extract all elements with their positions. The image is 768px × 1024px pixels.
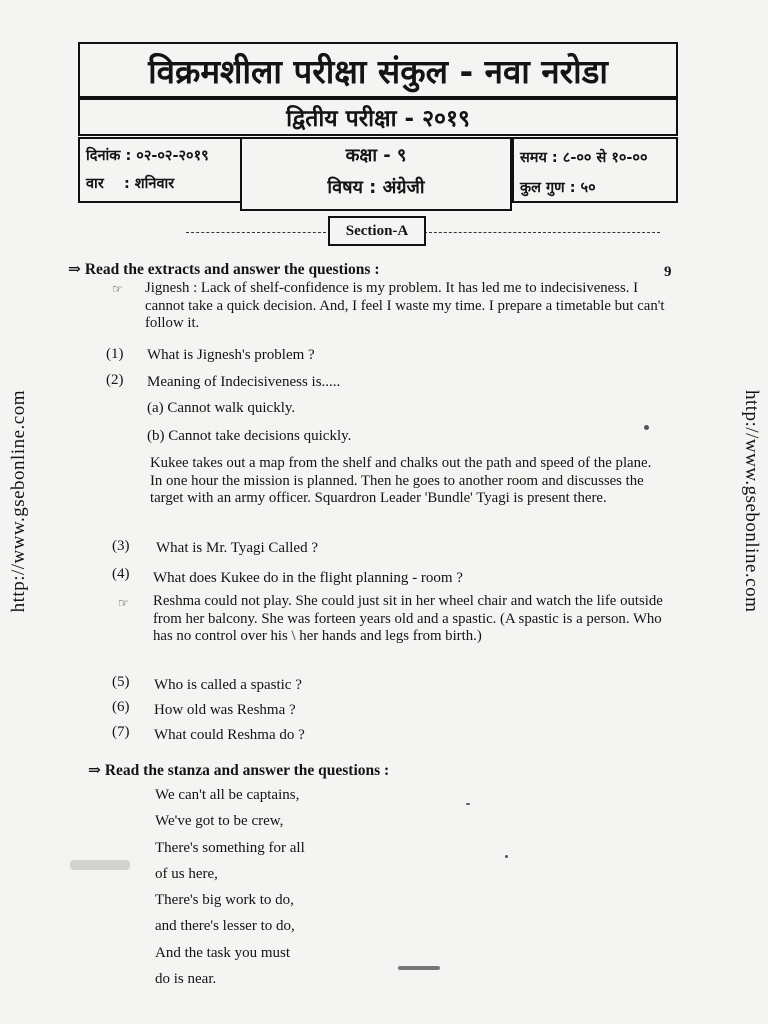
q1-marks: 9	[664, 264, 672, 280]
scan-smudge	[70, 860, 130, 870]
question-3: What is Mr. Tyagi Called ?	[156, 540, 318, 556]
side-url-left: http://www.gsebonline.com	[8, 390, 29, 613]
exam-date: दिनांक : ०२-०२-२०१९	[86, 148, 209, 164]
pointing-hand-icon: ☞	[112, 282, 123, 296]
q-number: (5)	[112, 674, 130, 690]
q-number: (4)	[112, 566, 130, 582]
subject-label: विषय : अंग्रेजी	[327, 177, 425, 198]
question-5: Who is called a spastic ?	[154, 677, 302, 693]
extract-jignesh: Jignesh : Lack of shelf-confidence is my problem. It has led me to indecisiveness. I cannot take a quick decision. And, I feel I waste my time. I prepare a timetable but can't follow it.	[145, 280, 665, 331]
option-b: (b) Cannot take decisions quickly.	[147, 428, 352, 444]
question-2: Meaning of Indecisiveness is.....	[147, 374, 341, 390]
side-url-right: http://www.gsebonline.com	[741, 390, 762, 613]
exam-title: द्वितीय परीक्षा - २०१९	[286, 106, 470, 132]
stanza-line: We can't all be captains,	[155, 787, 300, 803]
extract-kukee: Kukee takes out a map from the shelf and chalks out the path and speed of the plane. In one hour the mission is planned. Then he goes to another room and discusses the target with an army officer. Squardron Leader 'Bundle' Tyagi is present there.	[150, 455, 652, 506]
exam-time: समय : ८-०० से १०-००	[520, 150, 648, 166]
q-number: (6)	[112, 699, 130, 715]
exam-title-box	[78, 98, 678, 136]
pointing-hand-icon: ☞	[118, 596, 129, 610]
stanza-line: and there's lesser to do,	[155, 918, 295, 935]
extract-reshma: Reshma could not play. She could just sit in her wheel chair and watch the life outside from her balcony. She was forteen years old and a spastic. (A spastic is a person. Who has no control over his \ her hands and legs from birth.)	[153, 593, 663, 644]
option-a: (a) Cannot walk quickly.	[147, 400, 296, 416]
poem-stanza	[155, 782, 305, 992]
q-number: (3)	[112, 538, 130, 554]
q-number: (2)	[106, 372, 124, 388]
q-number: (1)	[106, 346, 124, 362]
school-title-box	[78, 42, 678, 98]
divider-right	[424, 232, 660, 233]
section-label: Section-A	[328, 216, 426, 246]
class-subject-box	[240, 137, 512, 211]
question-4: What does Kukee do in the flight planning - room ?	[153, 570, 463, 586]
scan-speck	[466, 803, 470, 805]
stanza-line: do is near.	[155, 971, 217, 988]
school-title: विक्रमशीला परीक्षा संकुल - नवा नरोडा	[148, 52, 608, 91]
stanza-line: of us here,	[155, 865, 218, 882]
scan-smudge	[398, 966, 440, 970]
scan-speck	[644, 425, 649, 430]
time-marks-box	[512, 137, 678, 203]
divider-left	[186, 232, 326, 233]
stanza-line: And the task you must	[155, 944, 290, 961]
stanza-line: There's big work to do,	[155, 892, 294, 909]
stanza-line: We've got to be crew,	[155, 813, 284, 830]
q-number: (7)	[112, 724, 130, 740]
stanza-line: There's something for all	[155, 839, 305, 856]
class-label: कक्षा - ९	[345, 145, 407, 166]
q1-heading: ⇒ Read the extracts and answer the questions :	[68, 261, 380, 278]
scan-speck	[505, 855, 508, 858]
question-7: What could Reshma do ?	[154, 727, 305, 743]
exam-day: वार : शनिवार	[86, 176, 175, 192]
date-day-box	[78, 137, 242, 203]
question-1: What is Jignesh's problem ?	[147, 347, 315, 363]
total-marks: कुल गुण : ५०	[520, 180, 596, 196]
question-6: How old was Reshma ?	[154, 702, 296, 718]
q2-heading: ⇒ Read the stanza and answer the questions :	[88, 762, 390, 779]
